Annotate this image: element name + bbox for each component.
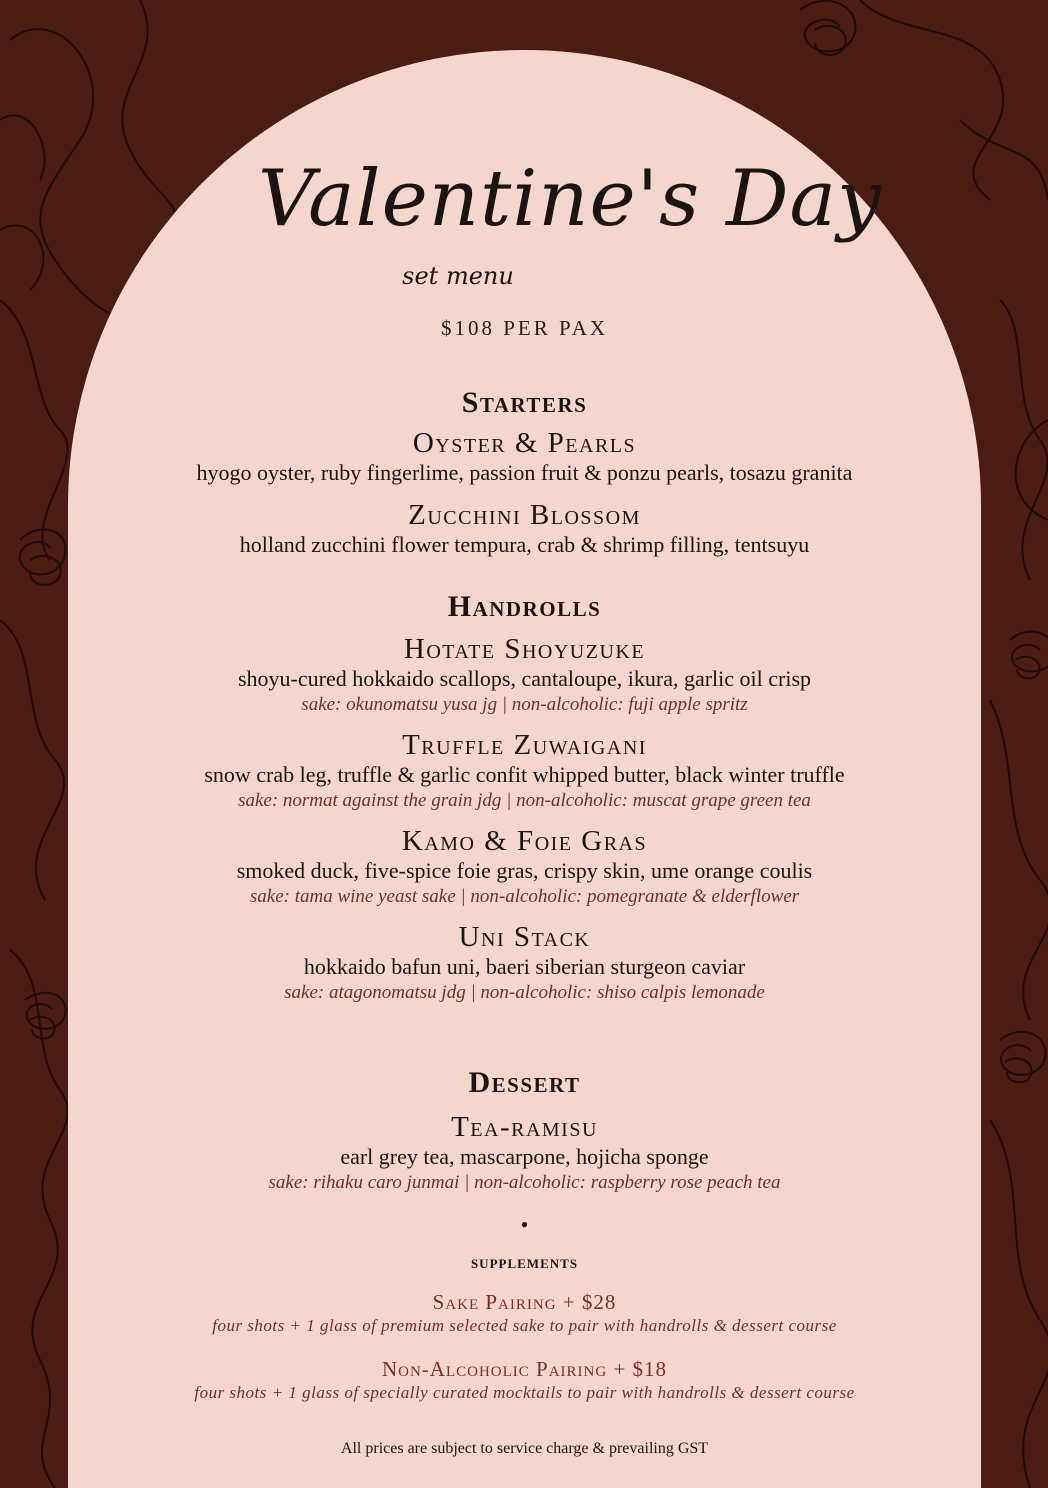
menu-title: Valentine's Day: [258, 154, 883, 244]
menu-content: [68, 50, 981, 1488]
dish-item: [68, 826, 981, 910]
dish-description: holland zucchini flower tempura, crab & shrimp filling, tentsuyu: [239, 532, 810, 558]
supplement-name: Non-Alcoholic Pairing + $18: [381, 1357, 668, 1382]
dish-name: Truffle Zuwaigani: [402, 728, 647, 761]
supplement-description: four shots + 1 glass of premium selected sake to pair with handrolls & dessert course: [212, 1316, 837, 1336]
dish-name: Tea-ramisu: [451, 1111, 598, 1143]
dish-description: earl grey tea, mascarpone, hojicha sponge: [340, 1143, 709, 1169]
section-title: Dessert: [468, 1066, 581, 1099]
dish-pairing: sake: atagonomatsu jdg | non-alcoholic: shiso calpis lemonade: [284, 982, 765, 1004]
dish-pairing: sake: normat against the grain jdg | non-alcoholic: muscat grape green tea: [238, 790, 811, 812]
dish-item: [68, 634, 981, 718]
section-title: Starters: [461, 386, 588, 419]
menu-subtitle: set menu: [402, 262, 514, 290]
dish-name: Zucchini Blossom: [408, 499, 641, 532]
dish-description: hyogo oyster, ruby fingerlime, passion fruit & ponzu pearls, tosazu granita: [196, 459, 853, 485]
dish-pairing: sake: okunomatsu yusa jg | non-alcoholic: fuji apple spritz: [301, 694, 748, 716]
dish-item: [68, 922, 981, 1006]
dish-description: snow crab leg, truffle & garlic confit whipped butter, black winter truffle: [204, 761, 845, 787]
section-handrolls: [68, 590, 981, 1006]
dish-item: [68, 428, 981, 486]
dish-name: Oyster & Pearls: [412, 427, 637, 459]
supplement-item: [68, 1357, 981, 1404]
dish-pairing: sake: tama wine yeast sake | non-alcoholic: pomegranate & elderflower: [249, 886, 800, 908]
section-starters: [68, 386, 981, 559]
dish-item: [68, 730, 981, 814]
section-title: Handrolls: [447, 590, 602, 623]
dish-name: Uni Stack: [458, 920, 591, 953]
dish-item: [68, 1112, 981, 1196]
dish-description: shoyu-cured hokkaido scallops, cantaloupe, ikura, garlic oil crisp: [237, 665, 812, 691]
footer-note: All prices are subject to service charge & prevailing GST: [340, 1440, 709, 1457]
dish-item: [68, 500, 981, 558]
supplement-description: four shots + 1 glass of specially curated mocktails to pair with handrolls & dessert course: [194, 1383, 855, 1403]
supplements-title: supplements: [470, 1252, 579, 1273]
dish-description: hokkaido bafun uni, baeri siberian sturgeon caviar: [303, 953, 746, 979]
dish-name: Hotate Shoyuzuke: [403, 633, 646, 665]
price-per-pax: $108 PER PAX: [440, 316, 609, 340]
supplement-name: Sake Pairing + $28: [432, 1290, 617, 1314]
section-supplements: [68, 1252, 981, 1405]
supplement-item: [68, 1290, 981, 1337]
divider-dot: •: [520, 1212, 529, 1237]
section-dessert: [68, 1066, 981, 1196]
dish-description: smoked duck, five-spice foie gras, crispy skin, ume orange coulis: [236, 857, 813, 883]
dish-name: Kamo & Foie Gras: [401, 824, 648, 857]
dish-pairing: sake: rihaku caro junmai | non-alcoholic: raspberry rose peach tea: [268, 1172, 781, 1194]
